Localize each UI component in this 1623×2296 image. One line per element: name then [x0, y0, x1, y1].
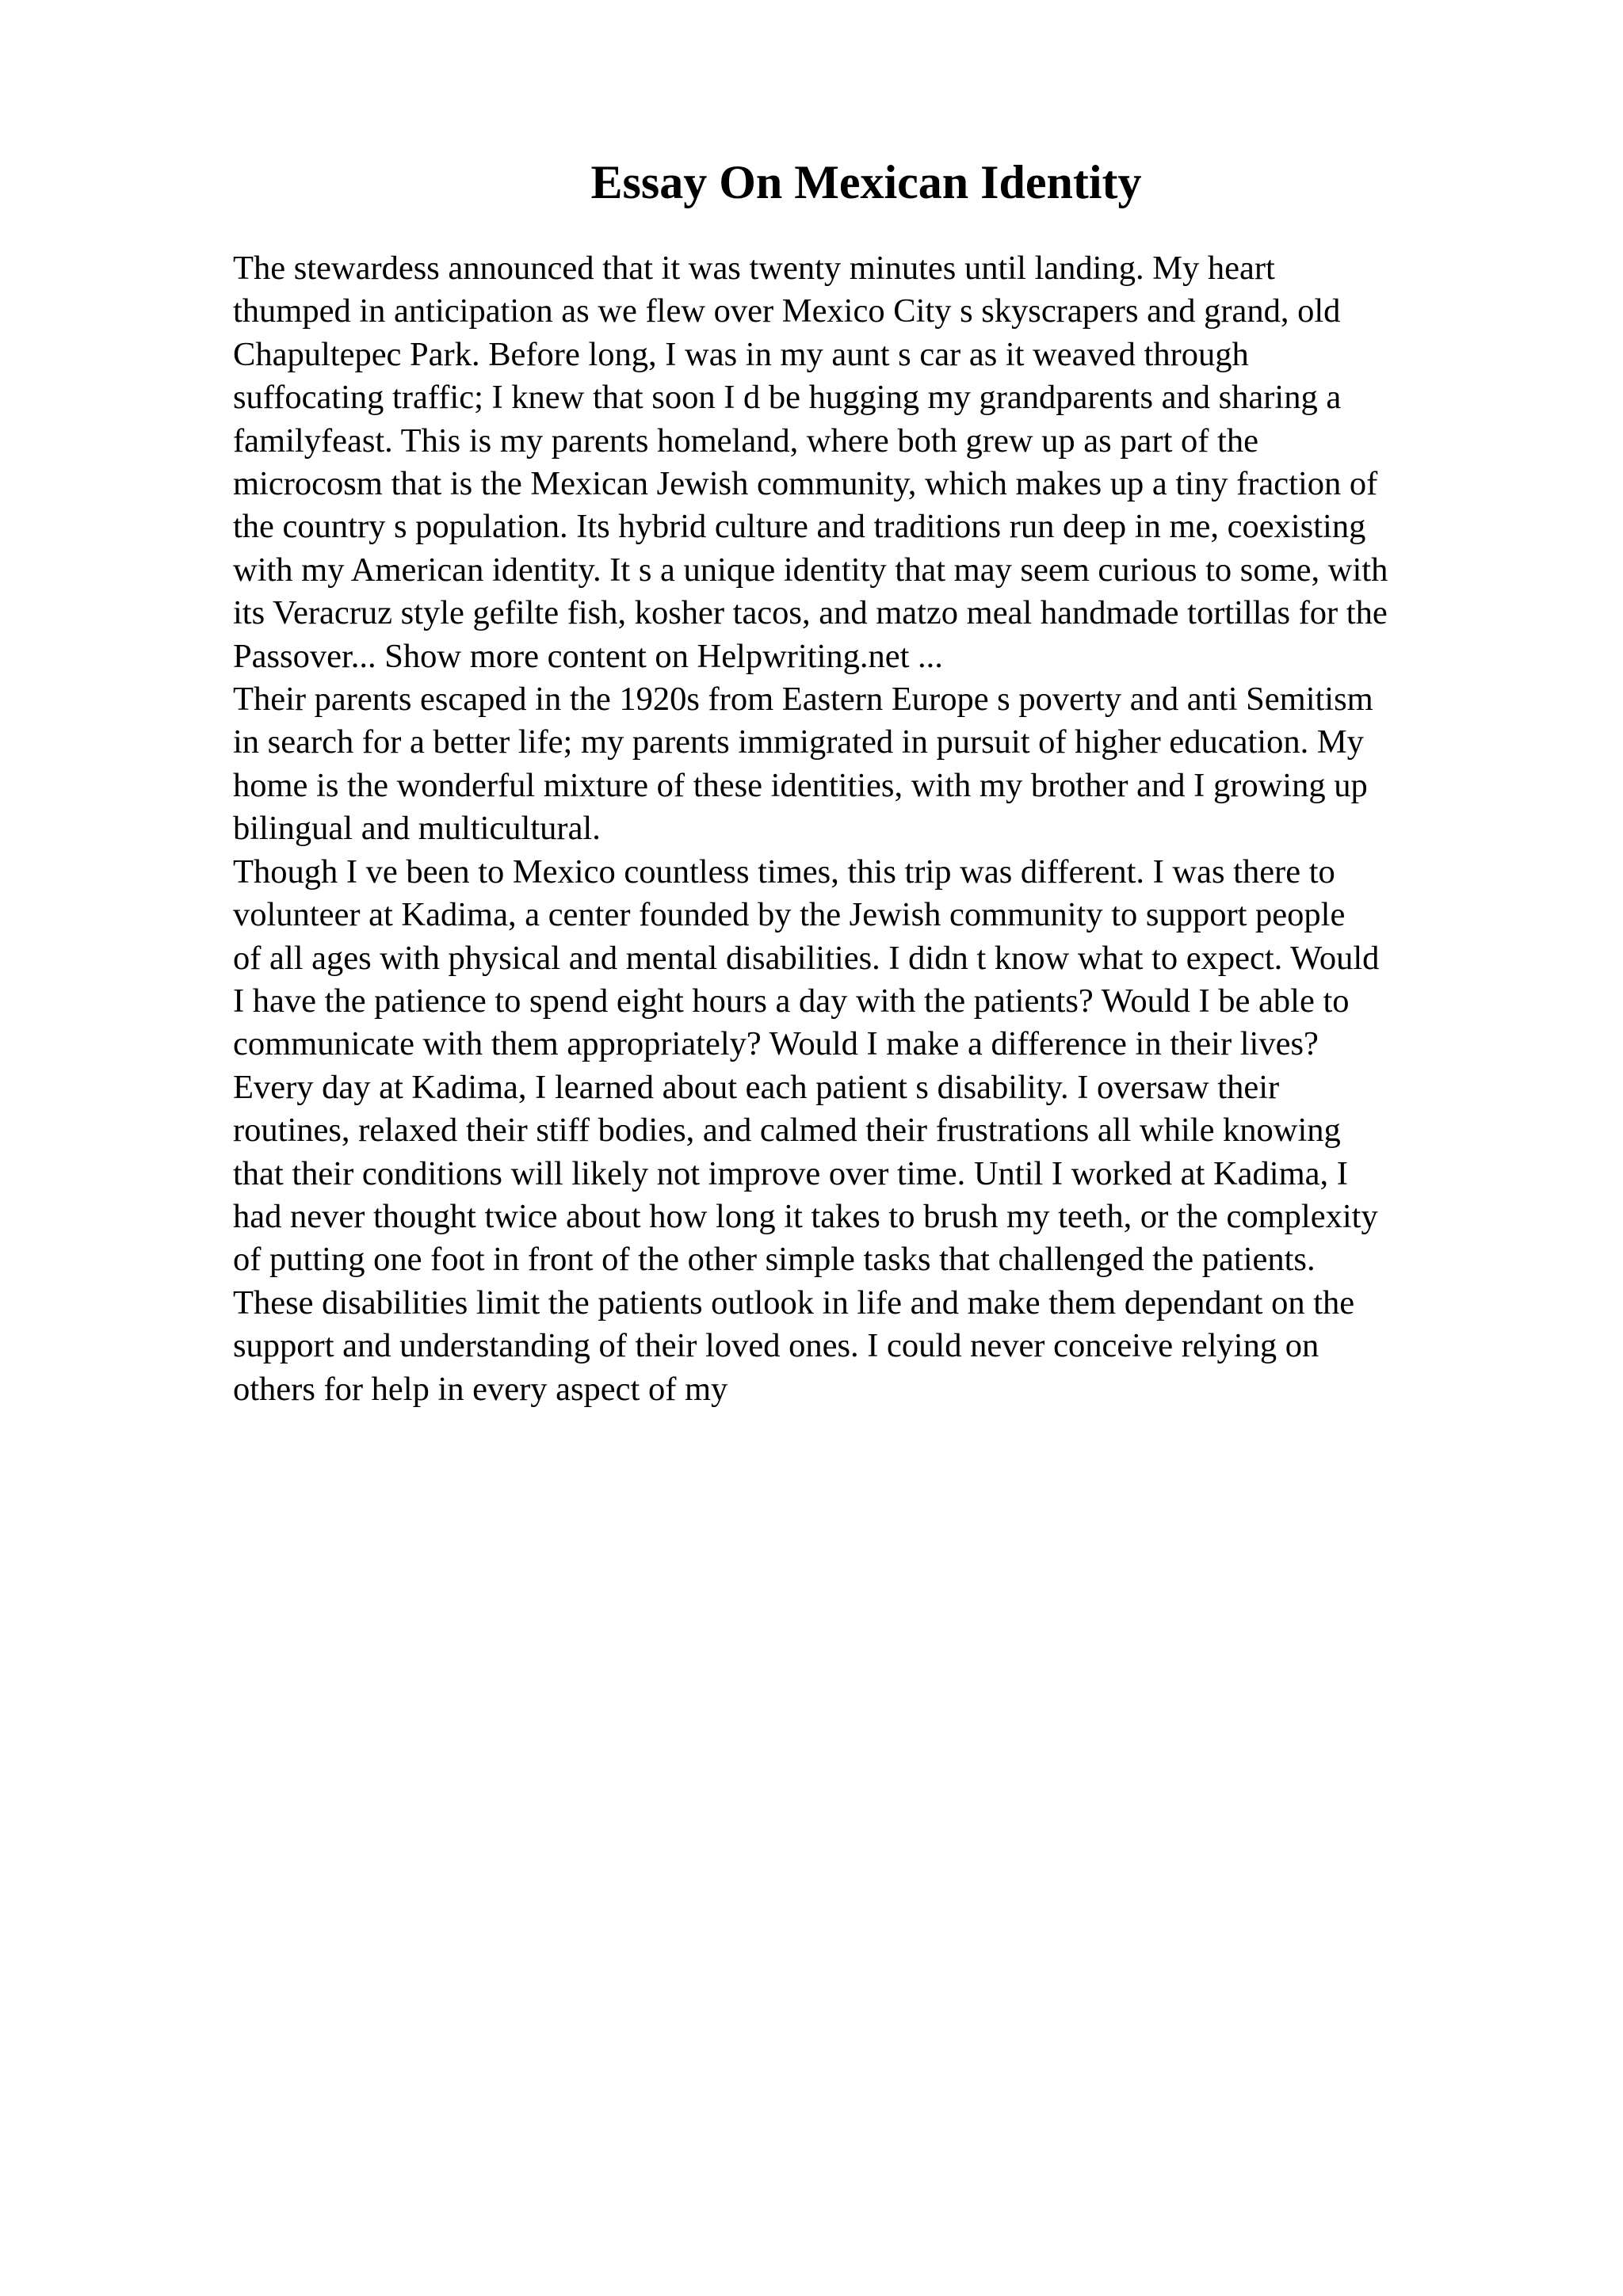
text-line: home is the wonderful mixture of these identities, with my brother and I growing up [233, 766, 1368, 804]
text-line: I have the patience to spend eight hours a day with the patients? Would I be able to [233, 982, 1350, 1020]
text-line: support and understanding of their loved ones. I could never conceive relying on [233, 1327, 1319, 1365]
text-line: Their parents escaped in the 1920s from Eastern Europe s poverty and anti Semitism [233, 681, 1373, 719]
text-line: the country s population. Its hybrid culture and traditions run deep in me, coexisting [233, 508, 1366, 546]
text-line: Every day at Kadima, I learned about each patient s disability. I oversaw their [233, 1068, 1280, 1106]
text-line: These disabilities limit the patients outlook in life and make them dependant on the [233, 1283, 1355, 1322]
text-line: with my American identity. It s a unique identity that may seem curious to some, with [233, 551, 1388, 589]
text-line: The stewardess announced that it was twenty minutes until landing. My heart [233, 250, 1275, 287]
text-line: suffocating traffic; I knew that soon I d be hugging my grandparents and sharing a [233, 379, 1342, 417]
text-line: had never thought twice about how long it takes to brush my teeth, or the complexity [233, 1197, 1378, 1235]
text-line: thumped in anticipation as we flew over Mexico City s skyscrapers and grand, old [233, 292, 1341, 330]
essay-body [233, 247, 1517, 1411]
text-line: Though I ve been to Mexico countless times, this trip was different. I was there to [233, 852, 1335, 891]
text-line: volunteer at Kadima, a center founded by the Jewish community to support people [233, 896, 1346, 934]
text-line: routines, relaxed their stiff bodies, and calmed their frustrations all while knowing [233, 1112, 1341, 1150]
text-line: microcosm that is the Mexican Jewish community, which makes up a tiny fraction of [233, 465, 1378, 503]
document-title: Essay On Mexican Identity [590, 156, 1142, 208]
text-line: of all ages with physical and mental disabilities. I didn t know what to expect. Would [233, 939, 1380, 977]
text-line: of putting one foot in front of the other simple tasks that challenged the patients. [233, 1241, 1316, 1279]
text-line: familyfeast. This is my parents homeland, where both grew up as part of the [233, 421, 1258, 460]
text-line: that their conditions will likely not improve over time. Until I worked at Kadima, I [233, 1154, 1348, 1192]
text-line: Passover... Show more content on Helpwriting.net ... [233, 637, 943, 675]
text-line: bilingual and multicultural. [233, 810, 601, 848]
text-line: its Veracruz style gefilte fish, kosher tacos, and matzo meal handmade tortillas for the [233, 594, 1388, 632]
text-line: communicate with them appropriately? Would I make a difference in their lives? [233, 1025, 1319, 1063]
text-line: others for help in every aspect of my [233, 1370, 728, 1408]
text-line: in search for a better life; my parents immigrated in pursuit of higher education. My [233, 723, 1364, 761]
text-line: Chapultepec Park. Before long, I was in my aunt s car as it weaved through [233, 335, 1249, 373]
